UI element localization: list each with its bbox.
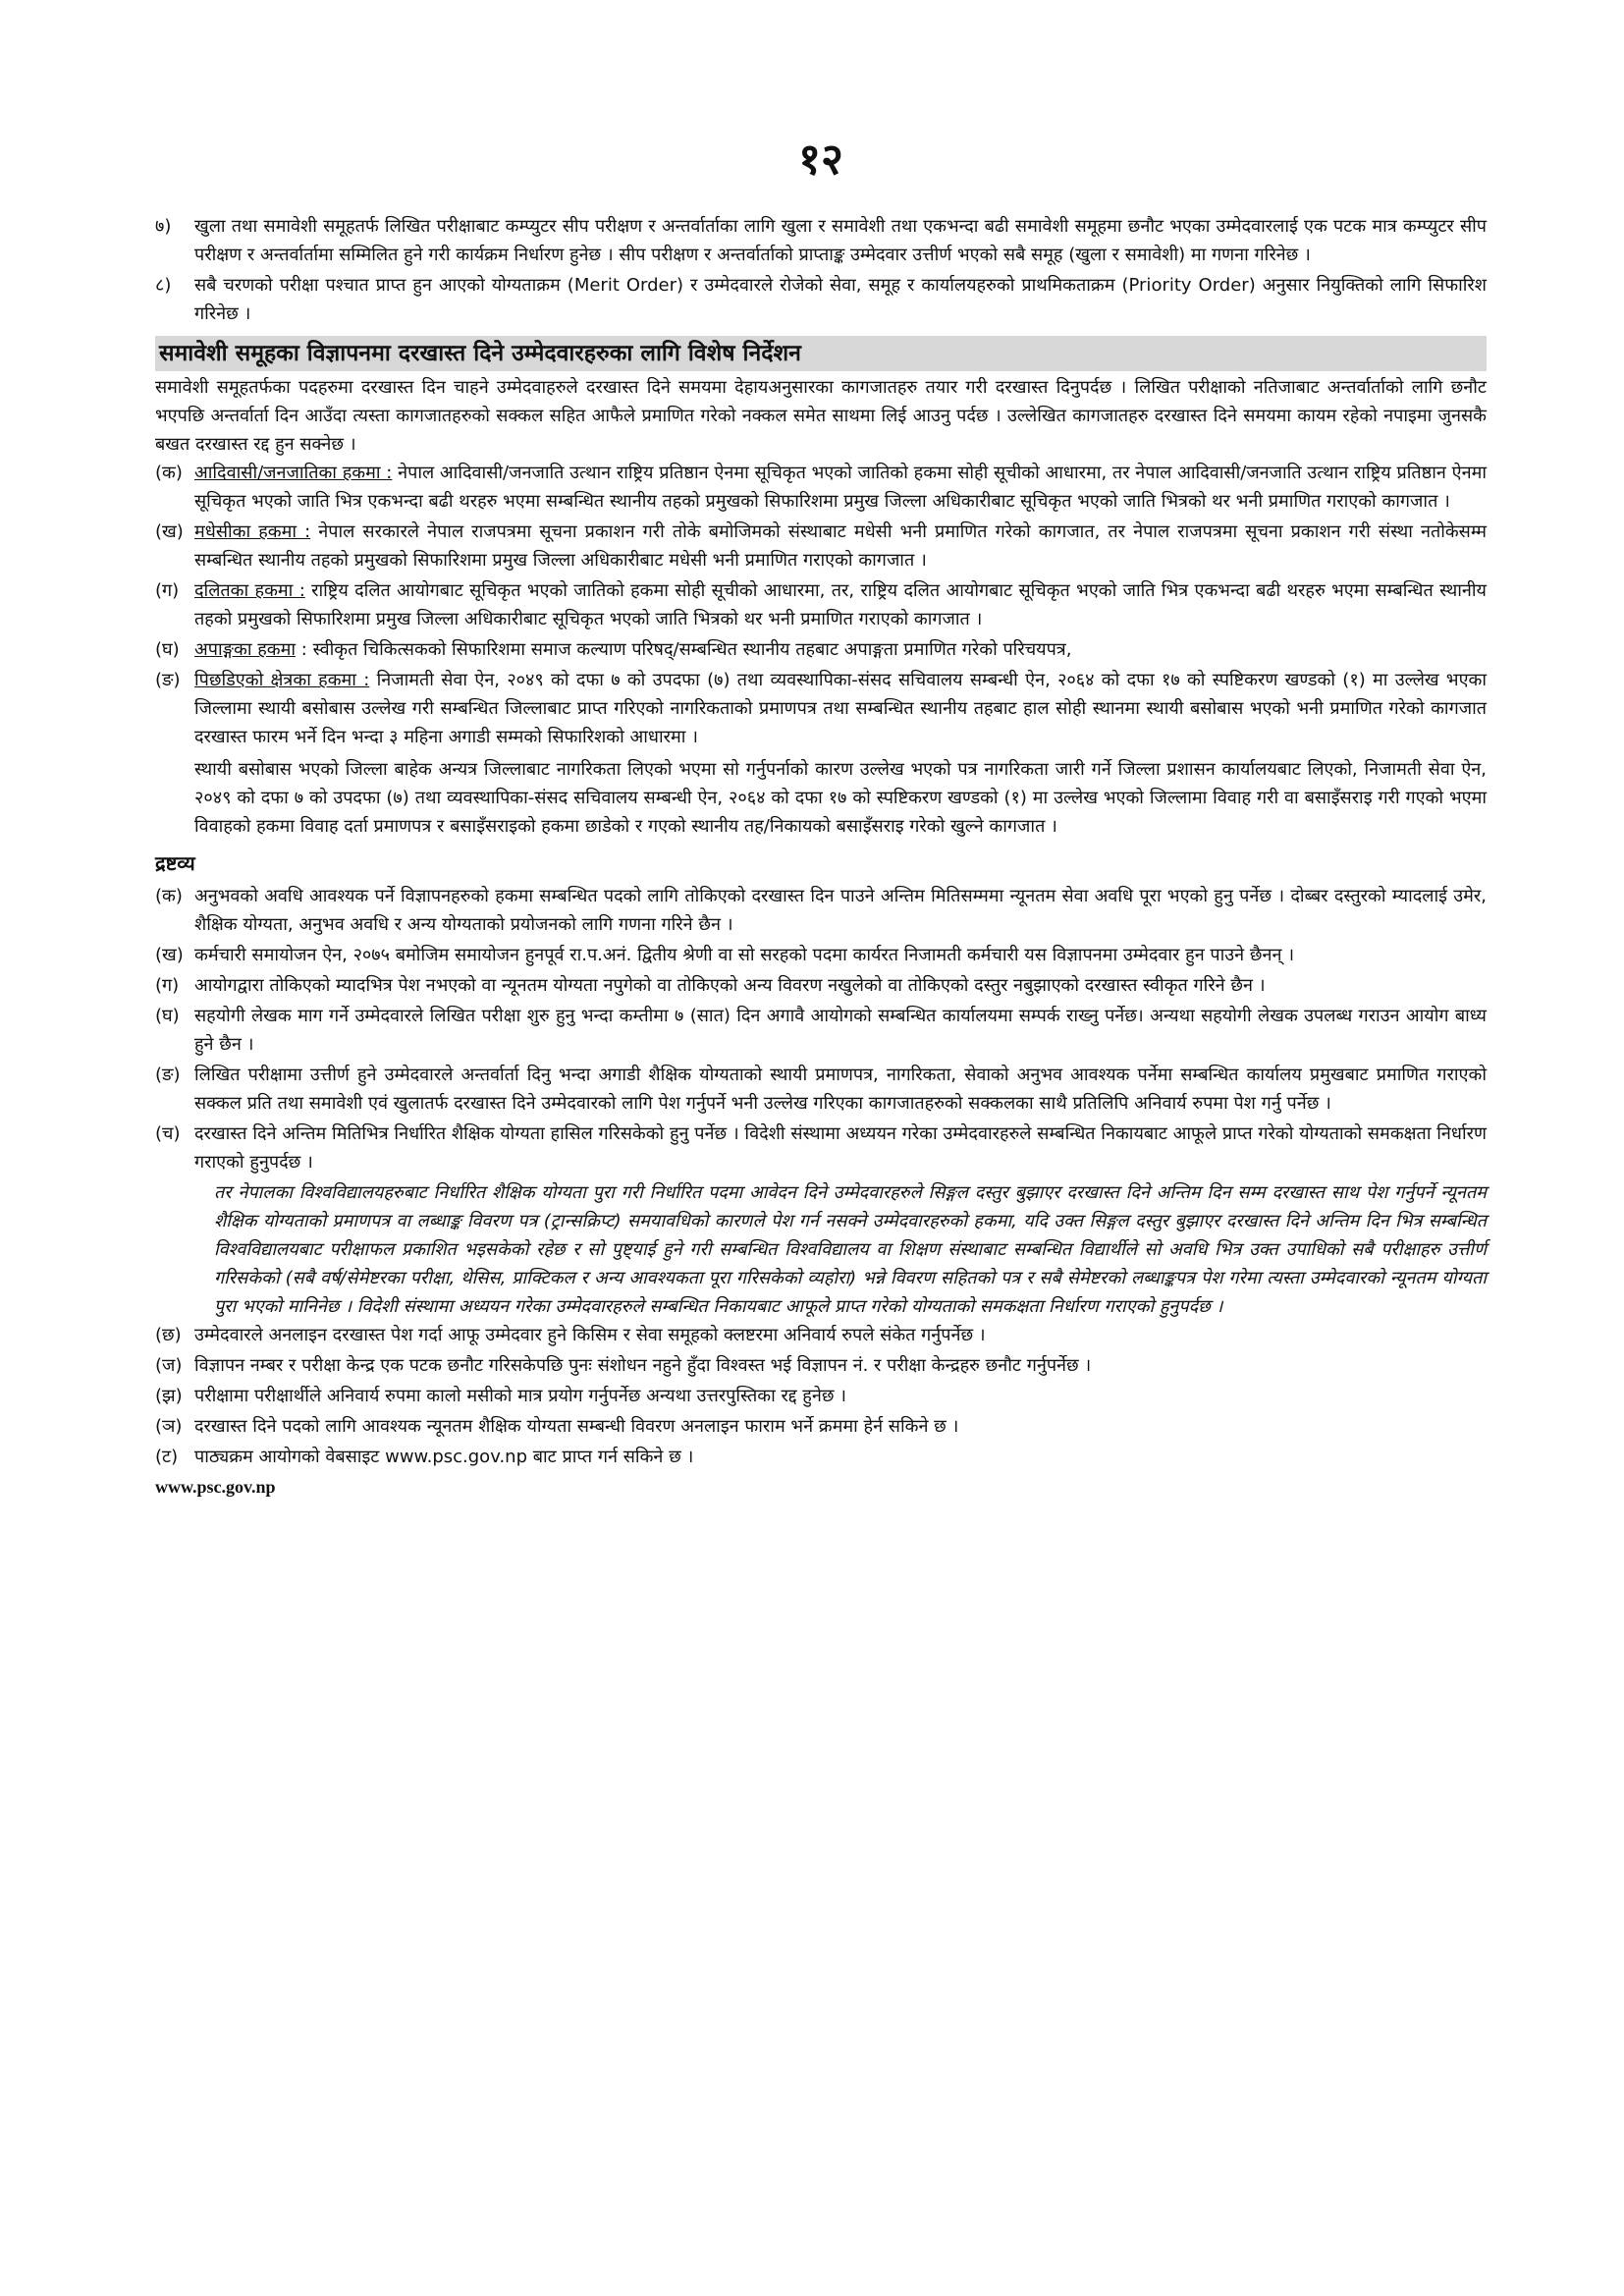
list-item <box>155 212 1487 269</box>
category-title: मधेसीका हकमा : <box>194 521 311 542</box>
item-marker: (घ) <box>155 1006 180 1026</box>
category-item <box>155 459 1487 516</box>
item-marker: (ङ) <box>155 1065 181 1085</box>
footer-website-url: www.psc.gov.np <box>155 1477 276 1497</box>
item-marker: (क) <box>155 886 183 906</box>
category-item <box>155 518 1487 574</box>
category-item <box>155 635 1487 664</box>
item-marker: (क) <box>155 463 183 483</box>
item-text: कर्मचारी समायोजन ऐन, २०७५ बमोजिम समायोजन हुनपूर्व रा.प.अनं. द्वितीय श्रेणी वा सो सरहको पदमा कार्यरत निजामती कर्मचारी यस विज्ञापनमा उम्मेदवार हुन पाउने छैनन् । <box>194 945 1295 965</box>
item-marker: (ख) <box>155 521 184 542</box>
item-text: अनुभवको अवधि आवश्यक पर्ने विज्ञापनहरुको हकमा सम्बन्धित पदको लागि तोकिएको दरखास्त दिन पाउने अन्तिम मितिसम्ममा न्यूनतम सेवा अवधि पूरा भएको हुनु पर्नेछ । दोब्बर दस्तुरको म्यादलाई उमेर, शैक्षिक योग्यता, अनुभव अवधि र अन्य योग्यताको प्रयोजनको लागि गणना गरिने छैन । <box>194 886 1487 935</box>
category-title: पिछडिएको क्षेत्रका हकमा : <box>194 670 370 690</box>
note-item <box>155 971 1487 1000</box>
item-marker: (ञ) <box>155 1416 183 1437</box>
item-text: दरखास्त दिने अन्तिम मितिभित्र निर्धारित शैक्षिक योग्यता हासिल गरिसकेको हुनु पर्नेछ । विदेशी संस्थामा अध्ययन गरेका उम्मेदवारहरुले सम्बन्धित निकायबाट आफूले प्राप्त गरेको योग्यताको समकक्षता निर्धारण गराएको हुनुपर्दछ । <box>194 1123 1487 1173</box>
residency-note: स्थायी बसोबास भएको जिल्ला बाहेक अन्यत्र जिल्लाबाट नागरिकता लिएको भएमा सो गर्नुपर्नाको कारण उल्लेख भएको पत्र नागरिकता जारी गर्ने जिल्ला प्रशासन कार्यालयबाट लिएको, निजामती सेवा ऐन, २०४९ को दफा ७ को उपदफा (७) तथा व्यवस्थापिका-संसद सचिवालय सम्बन्धी ऐन, २०६४ को दफा १७ को स्पष्टिकरण खण्डको (१) मा उल्लेख भएको जिल्लामा विवाह गरी वा बसाइँसराइ गरी गएको भएमा विवाहको हकमा विवाह दर्ता प्रमाणपत्र र बसाइँसराइको हकमा छाडेको र गएको स्थानीय तह/निकायको बसाइँसराइ गरेको खुल्ने कागजात । <box>194 759 1487 837</box>
note-item <box>155 1443 1487 1471</box>
page-number: १२ <box>798 135 843 185</box>
notes-heading: द्रष्टव्य <box>155 851 195 875</box>
note-item <box>155 1002 1487 1059</box>
note-item <box>155 1351 1487 1380</box>
document-page <box>155 128 1487 1498</box>
note-item <box>155 1382 1487 1410</box>
note-item <box>155 1412 1487 1441</box>
item-marker: (झ) <box>155 1386 183 1406</box>
section-title: समावेशी समूहका विज्ञापनमा दरखास्त दिने उम्मेदवारहरुका लागि विशेष निर्देशन <box>155 336 1487 371</box>
item-marker: (च) <box>155 1123 181 1144</box>
item-text: पाठ्यक्रम आयोगको वेबसाइट www.psc.gov.np बाट प्राप्त गर्न सकिने छ । <box>194 1447 694 1467</box>
item-marker: ७) <box>155 216 172 237</box>
category-title: आदिवासी/जनजातिका हकमा : <box>194 463 393 483</box>
item-text: लिखित परीक्षामा उत्तीर्ण हुने उम्मेदवारले अन्तर्वार्ता दिनु भन्दा अगाडी शैक्षिक योग्यताको स्थायी प्रमाणपत्र, नागरिकता, सेवाको अनुभव आवश्यक पर्नेमा सम्बन्धित कार्यालय प्रमुखबाट प्रमाणित गराएको सक्कल प्रति तथा समावेशी एवं खुलातर्फ दरखास्त दिने उम्मेदवारको लागि पेश गर्नुपर्ने भनी उल्लेख गरिएका कागजातहरुको सक्कलका साथै प्रतिलिपि अनिवार्य रुपमा पेश गर्नु पर्नेछ । <box>194 1065 1487 1114</box>
item-text: सबै चरणको परीक्षा पश्चात प्राप्त हुन आएको योग्यताक्रम (Merit Order) र उम्मेदवारले रोजेको सेवा, समूह र कार्यालयहरुको प्राथमिकताक्रम (Priority Order) अनुसार नियुक्तिको लागि सिफारिश गरिनेछ । <box>194 275 1487 324</box>
item-text: सहयोगी लेखक माग गर्ने उम्मेदवारले लिखित परीक्षा शुरु हुनु भन्दा कम्तीमा ७ (सात) दिन अगावै आयोगको सम्बन्धित कार्यालयमा सम्पर्क राख्नु पर्नेछ। अन्यथा सहयोगी लेखक उपलब्ध गराउन आयोग बाध्य हुने छैन । <box>194 1006 1487 1055</box>
item-text: : स्वीकृत चिकित्सकको सिफारिशमा समाज कल्याण परिषद्/सम्बन्धित स्थानीय तहबाट अपाङ्गता प्रमाणित गरेको परिचयपत्र, <box>296 639 1072 660</box>
category-title: दलितका हकमा : <box>194 580 305 601</box>
item-marker: (ख) <box>155 945 184 965</box>
item-text: आयोगद्वारा तोकिएको म्यादभित्र पेश नभएको वा न्यूनतम योग्यता नपुगेको वा तोकिएको अन्य विवरण नखुलेको वा तोकिएको दस्तुर नबुझाएको दरखास्त स्वीकृत गरिने छैन । <box>194 975 1266 996</box>
note-item <box>155 941 1487 969</box>
item-marker: (ग) <box>155 975 180 996</box>
item-text: निजामती सेवा ऐन, २०४९ को दफा ७ को उपदफा (७) तथा व्यवस्थापिका-संसद सचिवालय सम्बन्धी ऐन, २०६४ को दफा १७ को स्पष्टिकरण खण्डको (१) मा उल्लेख भएका जिल्लामा स्थायी बसोबास उल्लेख गरी सम्बन्धित जिल्लाबाट प्राप्त गरिएको नागरिकताको प्रमाणपत्र तथा सम्बन्धित स्थानीय तहबाट हाल सोही स्थानमा स्थायी बसोबास भएको भनी प्रमाणित गरेको कागजात दरखास्त फारम भर्ने दिन भन्दा ३ महिना अगाडी सम्मको सिफारिशको आधारमा । <box>194 670 1488 747</box>
item-text: खुला तथा समावेशी समूहतर्फ लिखित परीक्षाबाट कम्प्युटर सीप परीक्षण र अन्तर्वार्ताका लागि खुला र समावेशी तथा एकभन्दा बढी समावेशी समूहमा छनौट भएका उम्मेदवारलाई एक पटक मात्र कम्प्युटर सीप परीक्षण र अन्तर्वार्तामा सम्मिलित हुने गरी कार्यक्रम निर्धारण हुनेछ । सीप परीक्षण र अन्तर्वार्ताको प्राप्ताङ्क उम्मेदवार उत्तीर्ण भएको सबै समूह (खुला र समावेशी) मा गणना गरिनेछ । <box>194 216 1487 265</box>
item-text: परीक्षामा परीक्षार्थीले अनिवार्य रुपमा कालो मसीको मात्र प्रयोग गर्नुपर्नेछ अन्यथा उत्तरपुस्तिका रद्द हुनेछ । <box>194 1386 846 1406</box>
note-item <box>155 882 1487 939</box>
item-marker: (छ) <box>155 1325 182 1345</box>
item-marker: ८) <box>155 275 172 296</box>
category-title: अपाङ्गका हकमा <box>194 639 297 660</box>
item-text: नेपाल आदिवासी/जनजाति उत्थान राष्ट्रिय प्रतिष्ठान ऐनमा सूचिकृत भएको जातिको हकमा सोही सूचीको आधारमा, तर नेपाल आदिवासी/जनजाति उत्थान राष्ट्रिय प्रतिष्ठान ऐनमा सूचिकृत भएको जाति भित्र एकभन्दा बढी थरहरु भएमा सम्बन्धित स्थानीय तहको प्रमुखको सिफारिशमा प्रमुख जिल्ला अधिकारीबाट सूचिकृत भएको जाति भित्रको थर भनी प्रमाणित गराएको कागजात । <box>194 463 1487 512</box>
section-intro: समावेशी समूहतर्फका पदहरुमा दरखास्त दिन चाहने उम्मेदवाहरुले दरखास्त दिने समयमा देहायअनुसारका कागजातहरु तयार गरी दरखास्त दिनुपर्दछ । लिखित परीक्षाको नतिजाबाट अन्तर्वार्ताको लागि छनौट भएपछि अन्तर्वार्ता दिन आउँदा त्यस्ता कागजातहरुको सक्कल सहित आफैले प्रमाणित गरेको नक्कल समेत साथमा लिई आउनु पर्दछ । उल्लेखित कागजातहरु दरखास्त दिने समयमा कायम रहेको नपाइमा जुनसकै बखत दरखास्त रद्द हुन सक्नेछ । <box>155 377 1487 455</box>
item-text: उम्मेदवारले अनलाइन दरखास्त पेश गर्दा आफू उम्मेदवार हुने किसिम र सेवा समूहको क्लष्टरमा अनिवार्य रुपले संकेत गर्नुपर्नेछ । <box>194 1325 986 1345</box>
note-item <box>155 1321 1487 1349</box>
item-text: विज्ञापन नम्बर र परीक्षा केन्द्र एक पटक छनौट गरिसकेपछि पुनः संशोधन नहुने हुँदा विश्वस्त भई विज्ञापन नं. र परीक्षा केन्द्रहरु छनौट गर्नुपर्नेछ । <box>194 1355 1092 1376</box>
item-marker: (ग) <box>155 580 180 601</box>
item-marker: (घ) <box>155 639 180 660</box>
category-item <box>155 576 1487 633</box>
note-item <box>155 1120 1487 1176</box>
item-text: नेपाल सरकारले नेपाल राजपत्रमा सूचना प्रकाशन गरी तोके बमोजिमको संस्थाबाट मधेसी भनी प्रमाणित गरेको कागजात, तर नेपाल राजपत्रमा सूचना प्रकाशन गरी संस्था नतोकेसम्म सम्बन्धित स्थानीय तहको प्रमुखको सिफारिशमा प्रमुख जिल्ला अधिकारीबाट मधेसी भनी प्रमाणित गराएको कागजात । <box>194 521 1487 571</box>
item-marker: (ट) <box>155 1447 179 1467</box>
note-item <box>155 1061 1487 1118</box>
italic-proviso: तर नेपालका विश्वविद्यालयहरुबाट निर्धारित शैक्षिक योग्यता पुरा गरी निर्धारित पदमा आवेदन दिने उम्मेदवारहरुले सिङ्गल दस्तुर बुझाएर दरखास्त दिने अन्तिम दिन सम्म दरखास्त साथ पेश गर्नुपर्ने न्यूनतम शैक्षिक योग्यताको प्रमाणपत्र वा लब्धाङ्क विवरण पत्र (ट्रान्सक्रिप्ट) समयावधिको कारणले पेश गर्न नसक्ने उम्मेदवारहरुको हकमा, यदि उक्त सिङ्गल दस्तुर बुझाएर दरखास्त दिने अन्तिम दिन भित्र सम्बन्धित विश्वविद्यालयबाट परीक्षाफल प्रकाशित भइसकेको रहेछ र सो पुष्ट्याई हुने गरी सम्बन्धित विश्वविद्यालय वा शिक्षण संस्थाबाट सम्बन्धित विद्यार्थीले सो अवधि भित्र उक्त उपाधिको सबै परीक्षाहरु उत्तीर्ण गरिसकेको (सबै वर्ष/सेमेष्टरका परीक्षा, थेसिस, प्राक्टिकल र अन्य आवश्यकता पूरा गरिसकेको व्यहोरा) भन्ने विवरण सहितको पत्र र सबै सेमेष्टरको लब्धाङ्कपत्र पेश गरेमा त्यस्ता उम्मेदवारको न्यूनतम योग्यता पुरा भएको मानिनेछ । विदेशी संस्थामा अध्ययन गरेका उम्मेदवारहरुले सम्बन्धित निकायबाट आफूले प्राप्त गरेको योग्यताको समकक्षता निर्धारण गराएको हुनुपर्दछ । <box>214 1182 1487 1317</box>
item-text: दरखास्त दिने पदको लागि आवश्यक न्यूनतम शैक्षिक योग्यता सम्बन्धी विवरण अनलाइन फाराम भर्ने क्रममा हेर्न सकिने छ । <box>194 1416 959 1437</box>
item-text: राष्ट्रिय दलित आयोगबाट सूचिकृत भएको जातिको हकमा सोही सूचीको आधारमा, तर, राष्ट्रिय दलित आयोगबाट सूचिकृत भएको जाति भित्र एकभन्दा बढी थरहरु भएमा सम्बन्धित स्थानीय तहको प्रमुखको सिफारिशमा प्रमुख जिल्ला अधिकारीबाट सूचिकृत भएको जाति भित्रको थर भनी प्रमाणित गराएको कागजात । <box>194 580 1487 629</box>
item-marker: (ङ) <box>155 670 181 690</box>
category-item <box>155 666 1487 751</box>
item-marker: (ज) <box>155 1355 183 1376</box>
list-item <box>155 271 1487 328</box>
